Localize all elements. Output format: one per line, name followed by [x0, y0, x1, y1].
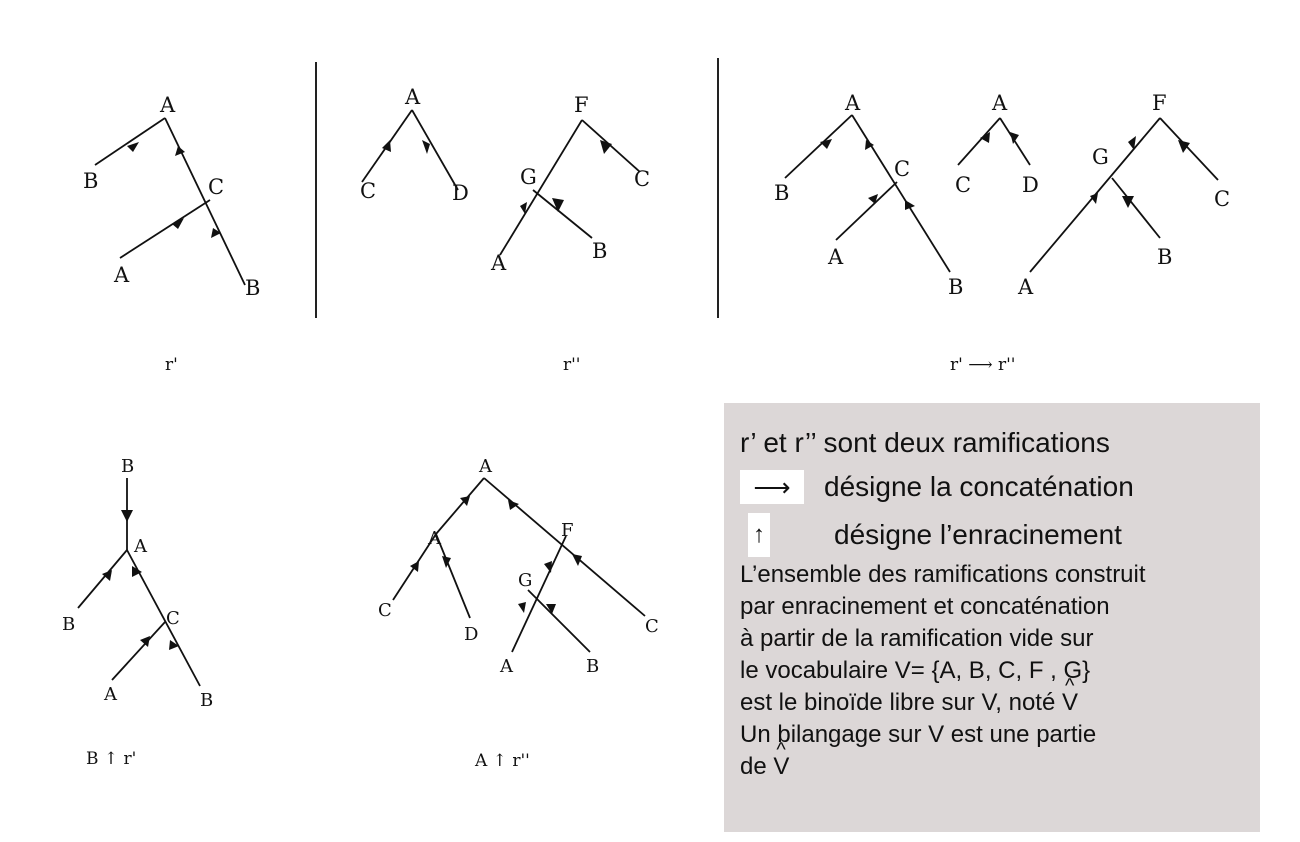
node-label: B: [121, 456, 135, 477]
node-label: D: [452, 181, 469, 205]
legend-body-line: Un bilangage sur V est une partie: [740, 721, 1097, 748]
node-label: G: [520, 165, 537, 189]
legend-box: [724, 403, 1260, 832]
legend-body-line: à partir de la ramification vide sur: [740, 625, 1094, 652]
v-hat-symbol: ^ V: [1062, 687, 1078, 719]
legend-body-line: L’ensemble des ramifications construit: [740, 561, 1146, 588]
legend-last-text: de: [740, 753, 774, 780]
node-label: B: [62, 614, 76, 635]
legend-concat-text: désigne la concaténation: [824, 471, 1134, 502]
node-label: A: [104, 684, 117, 705]
tree-r-double-prime-right: [490, 93, 650, 275]
node-label: A: [491, 251, 507, 275]
node-label: B: [200, 690, 214, 711]
node-label: B: [245, 276, 261, 300]
node-label: A: [479, 456, 492, 477]
legend-body-line: [740, 751, 1260, 783]
node-label: C: [360, 179, 377, 203]
tree-root-b: [62, 456, 213, 711]
caption-concatenation: r' ⟶ r'': [950, 355, 1016, 375]
concat-arrow-icon: [740, 470, 804, 504]
node-label: F: [561, 520, 574, 541]
node-label: A: [134, 536, 147, 557]
legend-line1: r’ et r’’ sont deux ramifications: [740, 427, 1110, 458]
caption-r-prime: r': [165, 355, 178, 375]
legend-body-line: par enracinement et concaténation: [740, 593, 1110, 620]
node-label: C: [634, 167, 651, 191]
node-label: B: [83, 169, 99, 193]
node-label: B: [592, 239, 608, 263]
legend-body: [740, 559, 1260, 783]
legend-body-line: le vocabulaire V= {A, B, C, F , G}: [740, 657, 1091, 684]
caption-root-b: B ↑ r': [86, 749, 137, 769]
node-label: D: [1022, 173, 1039, 197]
legend-root-text: désigne l’enracinement: [834, 519, 1122, 550]
root-symbol: ↑: [753, 521, 765, 548]
node-label: F: [1152, 91, 1167, 115]
node-label: C: [955, 173, 972, 197]
root-arrow-icon: [748, 513, 770, 557]
node-label: B: [948, 275, 964, 299]
node-label: A: [428, 528, 441, 549]
node-label: C: [1214, 187, 1231, 211]
v-hat-symbol: ^ V: [773, 751, 789, 783]
node-label: G: [518, 570, 533, 591]
node-label: C: [894, 157, 911, 181]
node-label: A: [1018, 275, 1034, 299]
node-label: C: [378, 600, 392, 621]
node-label: C: [166, 608, 180, 629]
legend-binoid-text: est le binoïde libre sur V, noté: [740, 689, 1062, 716]
node-label: F: [574, 93, 589, 117]
caption-r-double-prime: r'': [563, 355, 581, 375]
caption-root-a: A ↑ r'': [475, 751, 530, 771]
node-label: A: [992, 91, 1008, 115]
node-label: A: [500, 656, 513, 677]
concat-symbol: ⟶: [753, 471, 791, 502]
node-label: B: [1157, 245, 1173, 269]
tree-root-a: [378, 456, 659, 677]
node-label: A: [160, 93, 176, 117]
node-label: A: [845, 91, 861, 115]
node-label: A: [405, 85, 421, 109]
node-label: D: [464, 624, 479, 645]
node-label: B: [774, 181, 790, 205]
node-label: B: [586, 656, 600, 677]
legend-body-line: [740, 687, 1260, 719]
node-label: A: [114, 263, 130, 287]
legend-concat-row: [740, 463, 1260, 511]
node-label: C: [208, 175, 225, 199]
legend-root-row: [740, 511, 1260, 559]
node-label: C: [645, 616, 659, 637]
node-label: A: [828, 245, 844, 269]
tree-concatenation: [774, 91, 1230, 299]
tree-r-prime: [83, 93, 260, 300]
tree-r-double-prime-left: [360, 85, 469, 205]
node-label: G: [1092, 145, 1109, 169]
